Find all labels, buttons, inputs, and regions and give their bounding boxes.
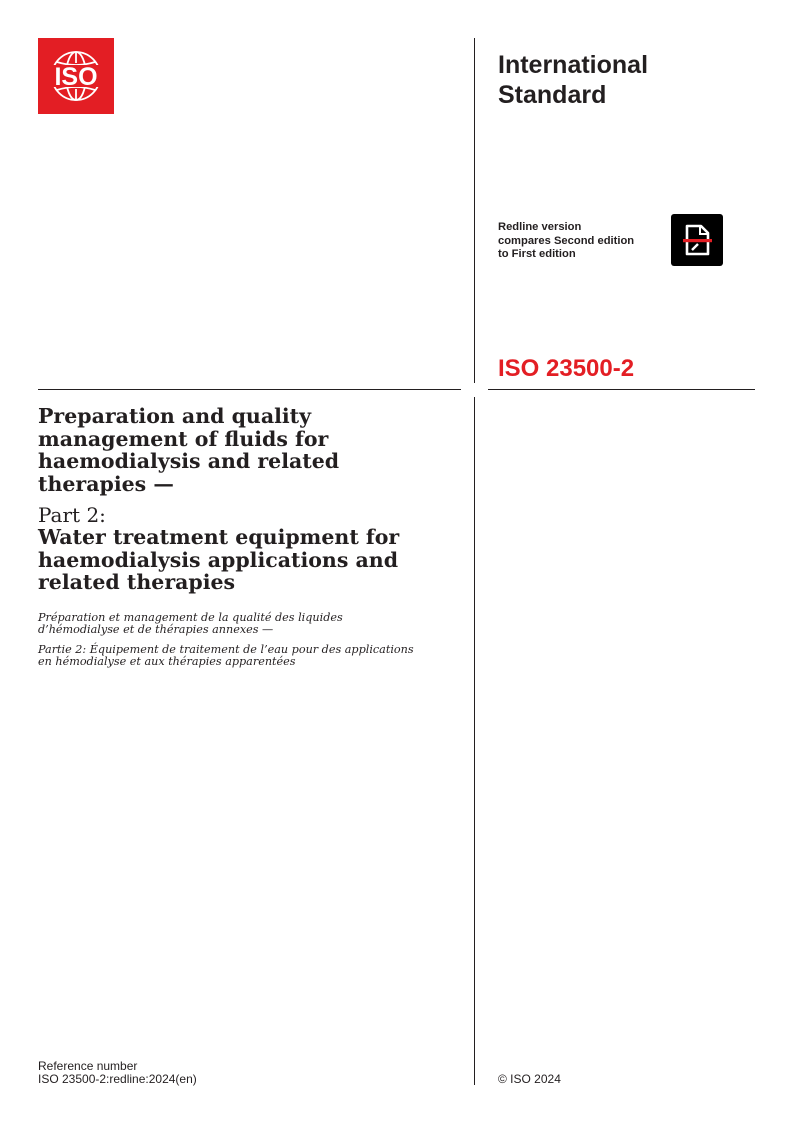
document-type-line: Standard xyxy=(498,81,607,109)
iso-logo-icon xyxy=(38,38,114,114)
french-title xyxy=(38,612,463,637)
main-title-line: Preparation and quality xyxy=(38,404,312,428)
part-title-line: Water treatment equipment for xyxy=(38,525,400,549)
reference-block xyxy=(38,1060,197,1086)
horizontal-rule-left xyxy=(38,389,461,390)
column-divider-top xyxy=(474,38,475,383)
redline-note-line: Redline version xyxy=(498,221,582,233)
part-title-line: related therapies xyxy=(38,570,236,594)
french-title-line: d’hémodialyse et de thérapies annexes — xyxy=(38,623,274,636)
main-title-line: management of fluids for xyxy=(38,426,329,451)
part-title-line: haemodialysis applications and xyxy=(38,547,399,572)
reference-label: Reference number xyxy=(38,1059,138,1073)
main-title-line: therapies — xyxy=(38,471,174,496)
french-part-title-line: Partie 2: Équipement de traitement de l’eau pour des applications xyxy=(38,642,414,656)
french-part-title xyxy=(38,644,463,669)
iso-logo-text: ISO xyxy=(54,63,98,91)
french-part-title-line: en hémodialyse et aux thérapies apparentées xyxy=(38,655,296,668)
document-type xyxy=(498,50,748,110)
document-type-line: International xyxy=(498,51,649,79)
part-title xyxy=(38,526,463,594)
column-divider-bottom xyxy=(474,397,475,1085)
copyright-notice: © ISO 2024 xyxy=(498,1072,561,1086)
title-block xyxy=(38,405,463,669)
redline-note xyxy=(498,221,668,262)
reference-number: ISO 23500-2:redline:2024(en) xyxy=(38,1072,197,1086)
main-title-line: haemodialysis and related xyxy=(38,449,340,473)
main-title xyxy=(38,405,463,495)
iso-logo xyxy=(38,38,114,114)
standard-number: ISO 23500-2 xyxy=(498,355,635,382)
redline-document-icon xyxy=(671,214,723,266)
horizontal-rule-right xyxy=(488,389,755,390)
part-label: Part 2: xyxy=(38,503,106,527)
french-title-line: Préparation et management de la qualité des liquides xyxy=(38,610,343,624)
redline-note-line: compares Second edition xyxy=(498,234,635,247)
redline-note-line: to First edition xyxy=(498,248,576,260)
